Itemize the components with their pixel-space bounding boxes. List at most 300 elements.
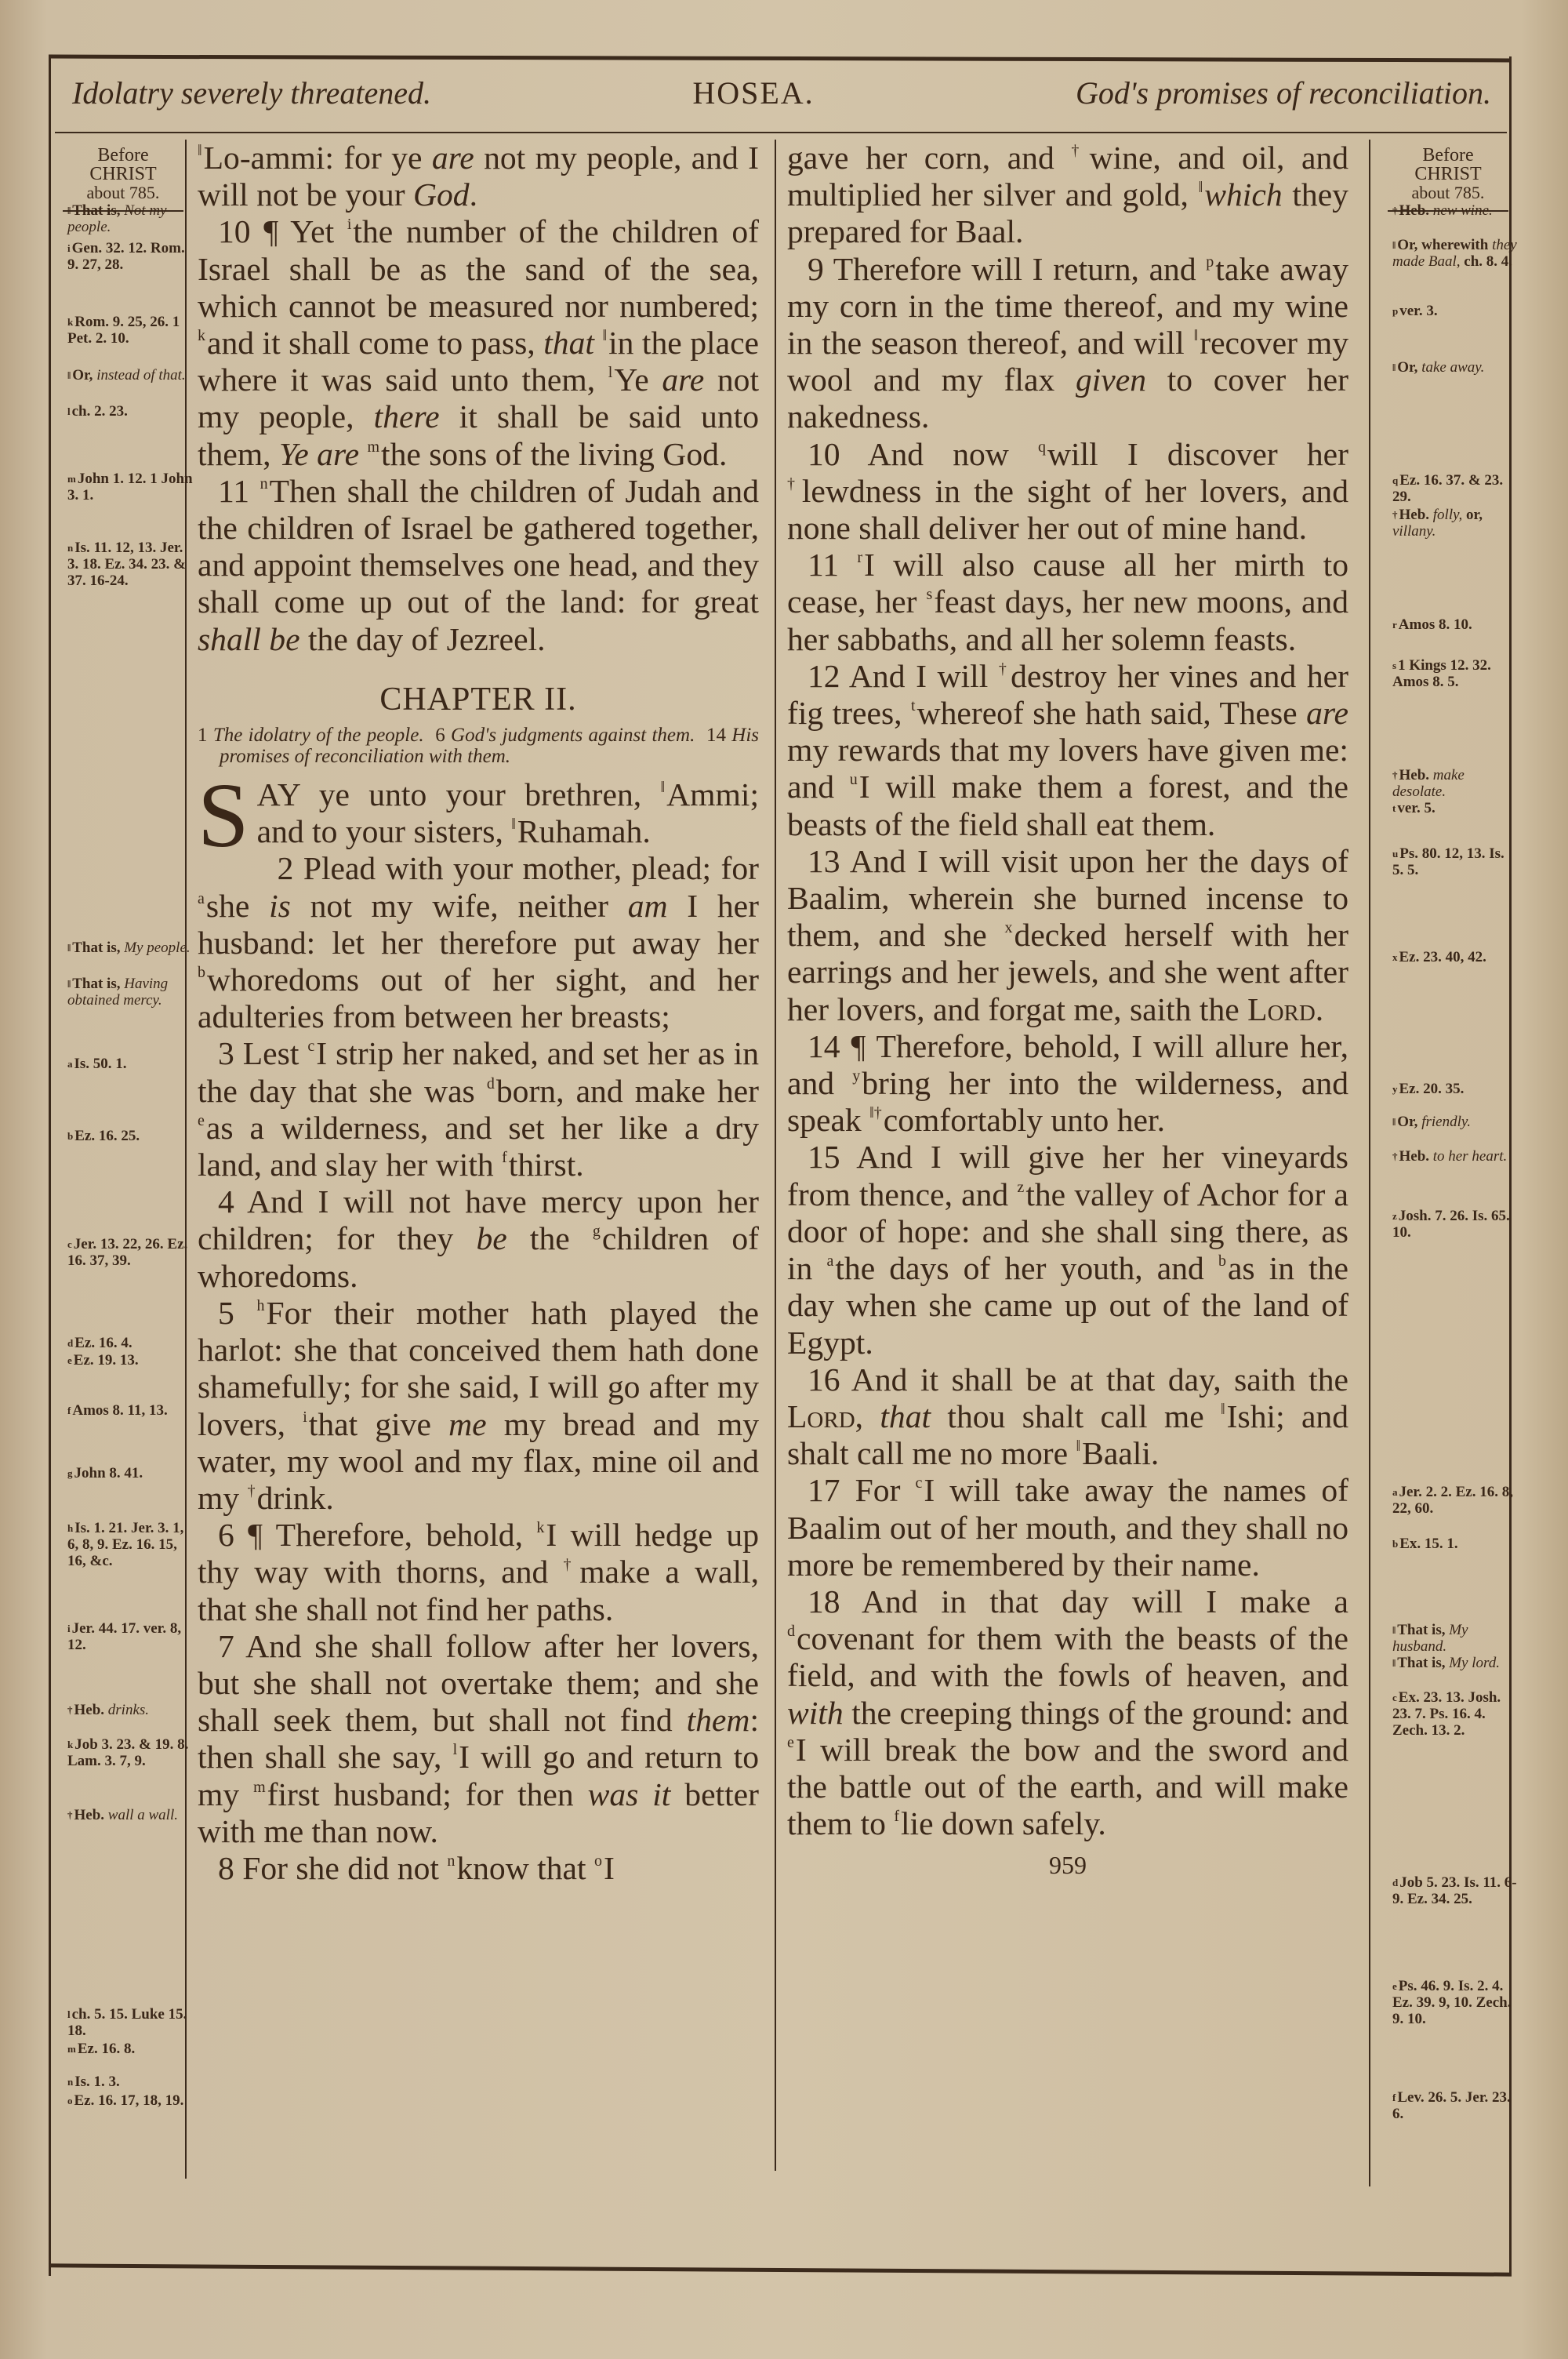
reference-mark: i: [303, 1408, 307, 1426]
margin-note: [1392, 202, 1518, 219]
verse-text: thirst.: [508, 1147, 584, 1183]
note-text: Heb.: [74, 1807, 108, 1823]
note-mark: n: [67, 2076, 74, 2088]
summary-text-1: The idolatry of the people.: [212, 725, 424, 747]
verse-text: And I will not have mercy upon her children; for they: [198, 1183, 759, 1257]
note-text: John 1. 12. 1 John 3. 1.: [67, 471, 193, 503]
note-mark: l: [67, 405, 71, 417]
verse-2-4: [198, 1183, 759, 1295]
verse-text: I will hedge up thy way with thorns, and: [198, 1517, 759, 1590]
verse-text: they prepared for Baal.: [787, 176, 1348, 250]
header-divider: [55, 132, 1507, 133]
pilcrow-icon: ¶: [840, 1027, 866, 1064]
reference-mark: f: [894, 1808, 899, 1826]
reference-mark: r: [857, 549, 863, 567]
reference-mark: a: [198, 889, 205, 907]
reference-mark: ‖: [511, 816, 516, 834]
note-text: Ez. 16. 37. & 23. 29.: [1392, 472, 1504, 505]
reference-mark: †: [563, 1556, 579, 1574]
verse-text: And I will visit upon her the days of Baalim, wherein she burned incense to them, and she: [787, 842, 1348, 954]
verse-text: lie down safely.: [901, 1805, 1106, 1842]
verse-2-18: [787, 1583, 1348, 1842]
note-mark: x: [1392, 951, 1398, 963]
verse-text: to cover her nakedness.: [787, 362, 1348, 435]
verse-text: whereof she hath said, These: [916, 695, 1307, 732]
verse-2-9: [787, 251, 1348, 436]
verse-number: 2: [277, 850, 294, 887]
verse-text: drink.: [256, 1479, 334, 1516]
note-text: ver. 5.: [1397, 800, 1436, 816]
verse-number: 10: [218, 213, 251, 250]
verse-text: For she did not: [234, 1849, 448, 1886]
reference-mark: l: [452, 1741, 458, 1759]
note-text: ver. 3.: [1399, 303, 1438, 319]
verse-text: not my people,: [198, 362, 760, 435]
verse-text: Therefore, behold,: [263, 1517, 537, 1554]
note-mark: z: [1392, 1210, 1397, 1222]
summary-num-2: 6: [435, 725, 445, 747]
note-italic: My people.: [124, 940, 191, 956]
verse-text: I: [603, 1849, 615, 1886]
summary-text-2: God's judgments against them.: [451, 725, 695, 747]
verse-text: better with me than now.: [198, 1776, 759, 1849]
summary-text-3: His promises of reconciliation with them.: [220, 725, 760, 768]
verse-2-5: [198, 1295, 759, 1517]
note-mark: y: [1392, 1083, 1398, 1095]
verse-2-8: [198, 1850, 759, 1887]
reference-mark: d: [486, 1074, 495, 1092]
book-title: HOSEA.: [692, 75, 815, 111]
verse-text: [249, 473, 260, 509]
margin-note: [1392, 616, 1518, 633]
reference-mark: p: [1206, 253, 1214, 271]
margin-note: [67, 1520, 193, 1569]
verse-text: not my wife, neither: [290, 887, 628, 924]
verse-text: Plead with your mother, plead; for: [293, 850, 759, 887]
note-mark: †: [67, 1704, 73, 1716]
verse-text: as in the day when she came up out of the land of Egypt.: [787, 1250, 1348, 1361]
reference-mark: h: [256, 1296, 265, 1314]
margin-note: [67, 403, 193, 420]
verse-text: Ishi; and shalt call me no more: [787, 1398, 1348, 1472]
verse-text: Lo-ammi: for ye: [203, 140, 432, 176]
verse-text: gave her corn, and: [787, 140, 1072, 176]
verse-text: and it shall come to pass,: [207, 325, 544, 362]
note-text: That is,: [72, 940, 125, 956]
reference-mark: s: [926, 586, 933, 604]
note-mark: q: [1392, 474, 1399, 486]
note-text: ch. 8. 4.: [1460, 253, 1513, 270]
verse-text: And in that day will I make a: [840, 1583, 1348, 1619]
margin-note: [67, 1335, 193, 1351]
verse-number: 4: [218, 1183, 234, 1220]
verse-number: 7: [218, 1627, 234, 1664]
note-mark: o: [67, 2095, 73, 2106]
note-mark: ‖: [1392, 239, 1396, 251]
verse-text: the sons of the living God.: [381, 435, 728, 472]
chapter-heading: CHAPTER II.: [379, 681, 577, 718]
verse-2-1-text: [257, 776, 759, 849]
note-text: Ez. 16. 25.: [74, 1128, 140, 1144]
note-text: Ez. 20. 35.: [1399, 1081, 1465, 1097]
margin-note: [1392, 237, 1518, 270]
verse-text: the creeping things of the ground: and: [843, 1694, 1348, 1731]
margin-note: [67, 976, 193, 1009]
margin-note: [1392, 1148, 1518, 1165]
note-text: Ex. 15. 1.: [1399, 1536, 1458, 1552]
note-text: Job 3. 23. & 19. 8. Lam. 3. 7, 9.: [67, 1736, 189, 1769]
verse-2-10: [787, 436, 1348, 547]
pilcrow-icon: ¶: [250, 213, 279, 250]
margin-note: [1392, 767, 1518, 800]
supplied-word: there: [373, 398, 440, 435]
verse-text: lewdness in the sight of her lovers, and none shall deliver her out of mine hand.: [787, 472, 1348, 547]
note-mark: f: [1392, 2092, 1396, 2103]
margin-note: [67, 471, 193, 503]
left-margin-notes: [56, 140, 193, 2109]
note-text: ch. 2. 23.: [71, 403, 128, 420]
reference-mark: e: [787, 1733, 794, 1751]
note-mark: ‖: [67, 205, 71, 216]
reference-mark: d: [787, 1623, 795, 1641]
pilcrow-icon: ¶: [234, 1517, 263, 1554]
note-text: Ps. 80. 12, 13. Is. 5. 5.: [1392, 845, 1504, 878]
margin-note: [1392, 1874, 1518, 1907]
note-text: Ps. 46. 9. Is. 2. 4. Ez. 39. 9, 10. Zech. 9. 10.: [1392, 1978, 1512, 2027]
note-mark: c: [67, 1238, 72, 1250]
margin-note: [67, 940, 193, 956]
verse-text: Yet: [278, 213, 347, 250]
drop-cap: S: [198, 764, 249, 867]
verse-text: Ammi; and to your sisters,: [256, 776, 759, 850]
note-text: Or,: [1397, 1114, 1422, 1130]
note-text: Ez. 16. 4.: [74, 1335, 132, 1351]
supplied-word: shall be: [198, 620, 300, 657]
verse-text: first husband; for then: [267, 1776, 588, 1812]
note-mark: k: [67, 316, 74, 328]
verse-text: not my people, and I will not be your: [198, 140, 759, 213]
verse-text: .: [469, 176, 477, 213]
note-mark: ‖: [1392, 1116, 1396, 1128]
margin-note: [67, 1465, 193, 1481]
margin-note: [67, 1128, 193, 1144]
running-header: [72, 72, 1491, 113]
date-line-3: about 785.: [86, 183, 160, 202]
margin-note: [1392, 1484, 1518, 1517]
verse-text: the day of Jezreel.: [299, 620, 546, 657]
note-text: Lev. 26. 5. Jer. 23. 6.: [1392, 2089, 1511, 2122]
reference-mark: e: [198, 1111, 205, 1129]
verse-text: I will take away the names of Baalim out of her mouth, and they shall no more be remembered by their name.: [787, 1472, 1349, 1583]
verse-text: my bread and my water, my wool and my flax, mine oil and my: [198, 1405, 759, 1516]
note-mark: i: [67, 242, 71, 254]
note-mark: e: [1392, 1980, 1397, 1992]
verse-text: [234, 1295, 257, 1331]
margin-note: [67, 314, 193, 347]
note-mark: †: [1392, 769, 1398, 781]
note-italic: new wine.: [1432, 202, 1493, 219]
verse-text: For their mother hath played the harlot: she that conceived them hath done shamefully; for she said, I will go after my lovers,: [198, 1294, 759, 1442]
margin-note: [67, 2041, 193, 2057]
note-mark: g: [67, 1467, 73, 1479]
verse-text: .: [1315, 990, 1324, 1027]
supplied-word: am: [627, 887, 668, 924]
verse-text: I her husband: let her therefore put away her: [198, 887, 759, 961]
verse-text: And now: [840, 435, 1038, 472]
verse-text: she: [205, 887, 270, 924]
note-text: Is. 50. 1.: [74, 1056, 127, 1072]
divine-name: Lord: [787, 1398, 855, 1434]
verse-text: recover my wool and my flax: [787, 325, 1348, 398]
note-mark: d: [1392, 1877, 1399, 1888]
left-margin-divider: [185, 140, 187, 2179]
note-text: Amos 8. 10.: [1398, 616, 1472, 633]
margin-note: [67, 1352, 193, 1369]
verse-text: For: [840, 1472, 916, 1509]
note-italic: take away.: [1421, 359, 1485, 376]
margin-note: [1392, 1978, 1518, 2027]
verse-number: 11: [808, 547, 840, 583]
verse-number: 15: [808, 1139, 840, 1176]
reference-mark: ‖: [198, 142, 202, 159]
verse-number: 11: [218, 472, 250, 509]
note-italic: instead of that.: [96, 367, 186, 383]
verse-text: the number of the children of Israel shall be as the sand of the sea, which cannot be measured nor numbered;: [198, 213, 760, 324]
verse-1-11: [198, 473, 759, 658]
reference-mark: o: [593, 1852, 602, 1870]
verse-text: Ye: [614, 362, 662, 398]
margin-note: [67, 1807, 193, 1823]
reference-mark: i: [347, 216, 352, 234]
verse-text: decked herself with her earrings and her jewels, and she went after her lovers, and forgat me, saith the: [787, 917, 1348, 1027]
verse-text: [594, 325, 603, 361]
note-text: Jer. 13. 22, 26. Ez. 16. 37, 39.: [67, 1236, 188, 1269]
note-text: Heb.: [1399, 507, 1433, 523]
supplied-word: them: [686, 1702, 750, 1739]
center-column-divider: [775, 140, 776, 2171]
note-italic: drinks.: [107, 1702, 150, 1718]
reference-mark: t: [911, 697, 916, 715]
note-text: ch. 5. 15. Luke 15. 18.: [67, 2006, 187, 2039]
margin-note: [67, 1620, 193, 1653]
verse-text: as a wilderness, and set her like a dry land, and slay her with: [198, 1109, 759, 1183]
note-text: Heb.: [1399, 1148, 1433, 1165]
note-italic: My husband.: [1392, 1622, 1468, 1655]
verse-number: 17: [808, 1472, 840, 1509]
verse-2-12: [787, 658, 1348, 843]
verse-2-11: [787, 547, 1348, 658]
margin-note: [67, 367, 193, 383]
verse-text: whoredoms out of her sight, and her adulteries from between her breasts;: [198, 961, 759, 1035]
reference-mark: g: [592, 1223, 601, 1241]
date-line-2: CHRIST: [89, 164, 157, 184]
margin-note: [67, 2074, 193, 2090]
reference-mark: †: [1071, 142, 1088, 159]
verse-text: the days of her youth, and: [835, 1250, 1218, 1287]
supplied-word: are: [662, 362, 705, 398]
note-text: Ez. 16. 8.: [77, 2041, 136, 2057]
verse-number: 5: [218, 1294, 234, 1331]
verse-2-7: [198, 1628, 759, 1850]
note-mark: s: [1392, 660, 1397, 671]
verse-number: 9: [808, 250, 824, 287]
reference-mark: c: [307, 1038, 315, 1056]
note-mark: †: [1392, 205, 1398, 216]
verse-2-17: [787, 1472, 1348, 1583]
margin-note: [1392, 1689, 1518, 1739]
supplied-word: be: [476, 1220, 507, 1257]
margin-note: [67, 1236, 193, 1269]
note-text: That is,: [72, 976, 125, 992]
reference-mark: f: [502, 1149, 507, 1167]
verse-2-1: [198, 764, 759, 867]
note-mark: n: [67, 542, 74, 554]
verse-text: And I will give her her vineyards from thence, and: [787, 1139, 1348, 1212]
verse-number: 12: [808, 657, 840, 694]
note-italic: they made Baal,: [1392, 237, 1517, 270]
verse-text: : then shall she say,: [198, 1702, 759, 1776]
note-mark: †: [1392, 509, 1398, 521]
verse-2-16: [787, 1361, 1348, 1473]
divine-name: Lord: [1247, 990, 1316, 1027]
reference-mark: k: [536, 1519, 545, 1537]
note-italic: Having obtained mercy.: [67, 976, 169, 1009]
margin-note: [67, 1056, 193, 1072]
reference-mark: †: [998, 660, 1010, 678]
note-italic: Not my people.: [67, 202, 167, 235]
supplied-word: that: [543, 325, 594, 362]
verse-text: I will go and return to my: [198, 1739, 759, 1812]
margin-note: [1392, 2089, 1518, 2122]
verse-number: 10: [808, 435, 840, 472]
verse-number: 8: [218, 1849, 234, 1886]
margin-note: [67, 2092, 193, 2109]
reference-mark: m: [253, 1778, 266, 1796]
note-text: That is,: [1397, 1655, 1450, 1671]
verse-text: And I will: [840, 657, 999, 694]
reference-mark: y: [852, 1067, 861, 1085]
verse-text: And it shall be at that day, saith the: [840, 1361, 1348, 1398]
note-text: Heb.: [1399, 767, 1433, 783]
margin-note: [67, 540, 193, 589]
verse-text: born, and make her: [495, 1072, 759, 1109]
note-mark: a: [67, 1058, 73, 1070]
supplied-word: given: [1075, 362, 1147, 398]
verse-2-15: [787, 1139, 1348, 1361]
text-column-2: [787, 140, 1348, 1885]
note-mark: d: [67, 1337, 74, 1349]
margin-note: [1392, 657, 1518, 690]
supplied-word: are: [1306, 695, 1348, 732]
right-margin-notes: [1381, 140, 1517, 2122]
supplied-word: me: [448, 1405, 487, 1442]
page-number: 959: [1049, 1851, 1087, 1880]
margin-note: [67, 2006, 193, 2039]
verse-1-9-continuation: [198, 140, 759, 213]
verse-text: know that: [456, 1849, 594, 1886]
note-mark: ‖: [67, 978, 71, 990]
verse-2-14: [787, 1028, 1348, 1140]
note-mark: u: [1392, 848, 1399, 860]
verse-1-10: [198, 213, 759, 472]
verse-text: children of whoredoms.: [198, 1220, 760, 1294]
margin-note: [67, 202, 193, 235]
note-text: Ez. 16. 17, 18, 19.: [74, 2092, 184, 2109]
note-mark: ‖: [67, 369, 71, 381]
note-mark: a: [1392, 1486, 1398, 1498]
verse-text: covenant for them with the beasts of the field, and with the fowls of heaven, and: [787, 1620, 1348, 1694]
supplied-word: is: [269, 887, 291, 924]
verse-text: Therefore, behold, I will allure her, and: [787, 1027, 1348, 1102]
note-text: 1 Kings 12. 32. Amos 8. 5.: [1392, 657, 1491, 690]
note-mark: m: [67, 2043, 76, 2055]
verse-text: that give: [308, 1405, 449, 1442]
verse-text: Then shall the children of Judah and the children of Israel be gathered together, and appoint themselves one head, and they shall come up out of the land: for great: [198, 472, 759, 620]
note-italic: folly,: [1432, 507, 1463, 523]
margin-note: [1392, 303, 1518, 319]
verse-text: Ruhamah.: [517, 813, 651, 850]
note-text: Jer. 44. 17. ver. 8, 12.: [67, 1620, 182, 1653]
note-mark: m: [67, 473, 76, 485]
margin-note: [1392, 949, 1518, 965]
note-text: Heb.: [1399, 202, 1433, 219]
note-text: Jer. 2. 2. Ez. 16. 8, 22, 60.: [1392, 1484, 1513, 1517]
verse-text: ,: [855, 1398, 880, 1434]
summary-num-1: 1: [198, 725, 208, 747]
note-text: Job 5. 23. Is. 11. 6-9. Ez. 34. 25.: [1392, 1874, 1517, 1907]
verse-text: And she shall follow after her lovers, but she shall not overtake them; and she shall seek them, but shall not find: [198, 1627, 759, 1739]
note-text: Gen. 32. 12. Rom. 9. 27, 28.: [67, 240, 185, 273]
margin-note: [1392, 1536, 1518, 1552]
verse-text: [839, 547, 857, 583]
note-text: Or,: [1397, 359, 1422, 376]
header-right-title: God's promises of reconciliation.: [1076, 75, 1491, 111]
note-mark: ‖: [1392, 362, 1396, 373]
supplied-word: which: [1204, 176, 1283, 213]
note-text: Or,: [72, 367, 97, 383]
verse-number: 6: [218, 1517, 234, 1554]
note-text: Ex. 23. 13. Josh. 23. 7. Ps. 16. 4. Zech. 13. 2.: [1392, 1689, 1501, 1739]
reference-mark: ‖†: [869, 1104, 882, 1122]
verse-number: 3: [218, 1035, 234, 1072]
margin-note: [1392, 507, 1518, 540]
note-mark: ‖: [1392, 1657, 1396, 1669]
verse-2-6: [198, 1517, 759, 1628]
supplied-word: Ye are: [278, 435, 360, 472]
reference-mark: u: [849, 771, 858, 789]
note-mark: h: [67, 1522, 74, 1534]
note-mark: i: [67, 1623, 71, 1634]
margin-note: [67, 1736, 193, 1769]
date-line-1: Before: [97, 145, 149, 165]
date-line-3: about 785.: [1411, 183, 1485, 202]
verse-2-2: [198, 850, 759, 1035]
reference-mark: n: [260, 474, 268, 493]
reference-mark: †: [247, 1481, 256, 1499]
note-text: Is. 1. 21. Jer. 3. 1, 6, 8, 9. Ez. 16. 15, 16, &c.: [67, 1520, 184, 1569]
margin-note: [1392, 1655, 1518, 1671]
note-mark: f: [67, 1405, 71, 1416]
supplied-word: are: [431, 140, 474, 176]
note-mark: b: [67, 1130, 74, 1142]
supplied-word: God: [412, 176, 470, 213]
reference-mark: b: [198, 964, 205, 982]
date-line-2: CHRIST: [1414, 164, 1482, 184]
note-text: That is,: [1397, 1622, 1450, 1638]
reference-mark: x: [1004, 919, 1013, 937]
reference-mark: q: [1037, 438, 1046, 456]
reference-mark: n: [447, 1852, 456, 1870]
